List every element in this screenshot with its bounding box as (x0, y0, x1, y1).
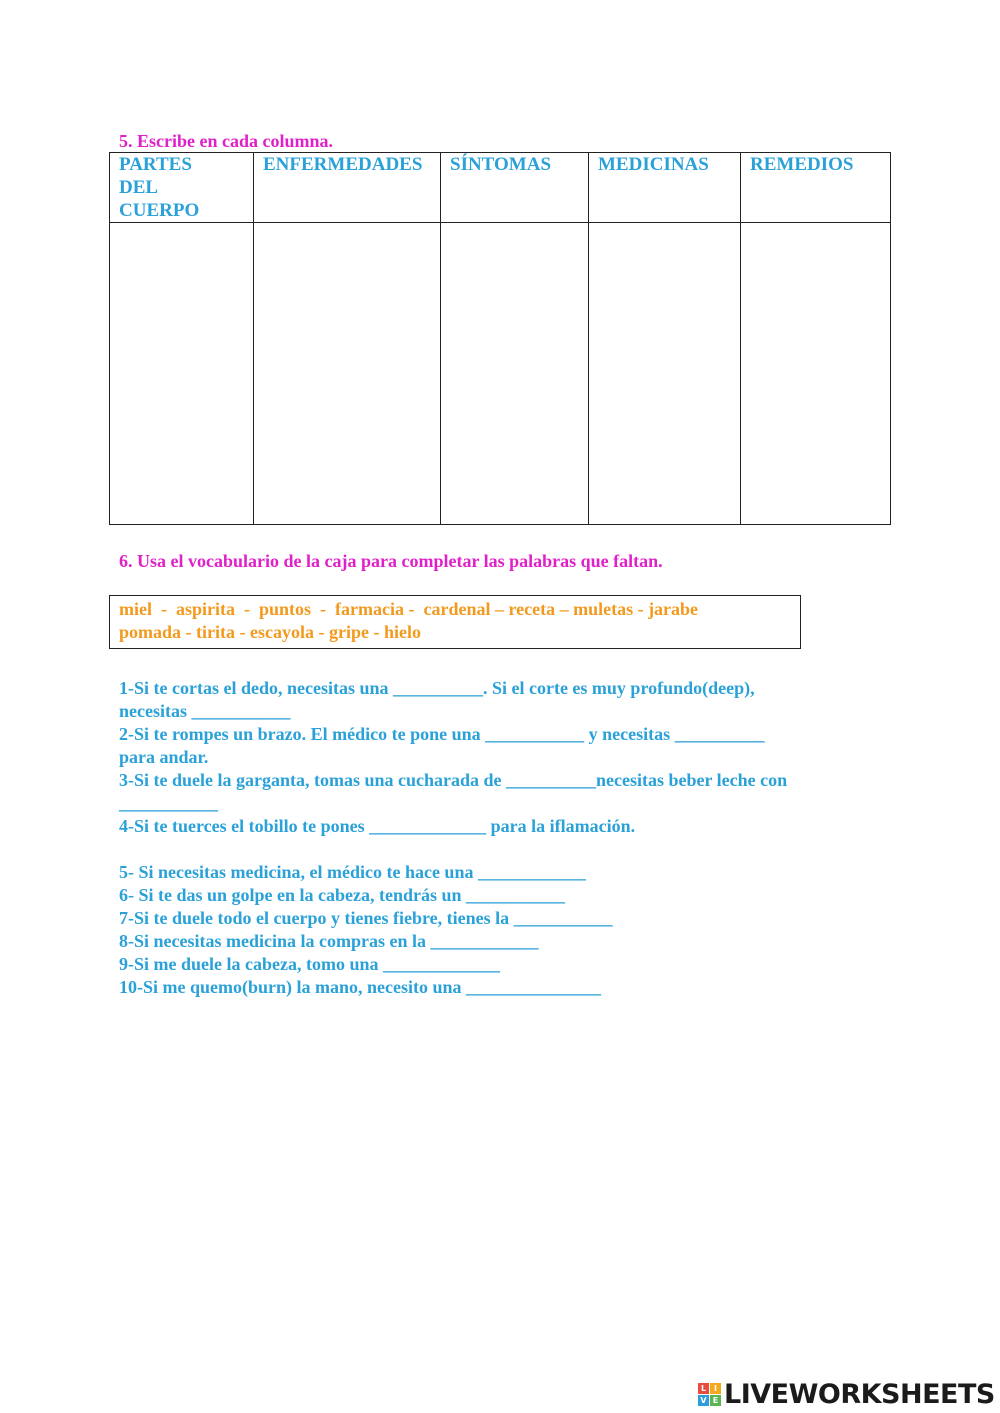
sentence-line: 6- Si te das un golpe en la cabeza, tendrás un ___________ (119, 885, 566, 905)
sentence-line: 8-Si necesitas medicina la compras en la ____________ (119, 931, 539, 951)
fill-in-sentences (119, 677, 879, 999)
answer-cell-sintomas[interactable] (441, 223, 589, 525)
sentence-spacer (119, 838, 879, 861)
header-partes-del-cuerpo: PARTES DEL CUERPO (110, 153, 254, 223)
sentence-line: ___________ (119, 793, 218, 813)
answer-cell-partes-del-cuerpo[interactable] (110, 223, 254, 525)
sentence-line: para andar. (119, 747, 209, 767)
sentence-line: 4-Si te tuerces el tobillo te pones _____________ para la iflamación. (119, 816, 636, 836)
logo-tile: E (710, 1395, 721, 1406)
sentence-line: 10-Si me quemo(burn) la mano, necesito una _______________ (119, 977, 602, 997)
word-box-line: pomada - tirita - escayola - gripe - hielo (119, 622, 421, 642)
table-header-row (110, 153, 891, 223)
sentence-line: 2-Si te rompes un brazo. El médico te pone una ___________ y necesitas __________ (119, 724, 765, 744)
liveworksheets-logo-icon (698, 1383, 721, 1406)
sentence-line: 5- Si necesitas medicina, el médico te hace una ____________ (119, 862, 586, 882)
vocabulary-columns-table (109, 152, 891, 525)
header-enfermedades: ENFERMEDADES (254, 153, 441, 223)
answer-cell-medicinas[interactable] (589, 223, 741, 525)
sentence-line: 7-Si te duele todo el cuerpo y tienes fiebre, tienes la ___________ (119, 908, 613, 928)
answer-cell-remedios[interactable] (741, 223, 891, 525)
sentence-line: 1-Si te cortas el dedo, necesitas una __________. Si el corte es muy profundo(deep), (119, 678, 755, 698)
word-box-line: miel - aspirita - puntos - farmacia - cardenal – receta – muletas - jarabe (119, 599, 699, 619)
sentence-line: necesitas ___________ (119, 701, 291, 721)
header-medicinas: MEDICINAS (589, 153, 741, 223)
answer-cell-enfermedades[interactable] (254, 223, 441, 525)
logo-tile: V (698, 1395, 709, 1406)
header-remedios: REMEDIOS (741, 153, 891, 223)
sentence-line: 9-Si me duele la cabeza, tomo una _____________ (119, 954, 500, 974)
sentence-line: 3-Si te duele la garganta, tomas una cucharada de __________necesitas beber leche con (119, 770, 788, 790)
table-answer-row (110, 223, 891, 525)
brand-name: LIVEWORKSHEETS (724, 1378, 995, 1410)
logo-tile: L (698, 1383, 709, 1394)
exercise-6-title: 6. Usa el vocabulario de la caja para completar las palabras que faltan. (119, 551, 663, 571)
liveworksheets-brand (698, 1378, 995, 1410)
header-sintomas: SÍNTOMAS (441, 153, 589, 223)
vocabulary-word-box (109, 595, 801, 649)
exercise-5-title: 5. Escribe en cada columna. (119, 131, 333, 151)
logo-tile: I (710, 1383, 721, 1394)
